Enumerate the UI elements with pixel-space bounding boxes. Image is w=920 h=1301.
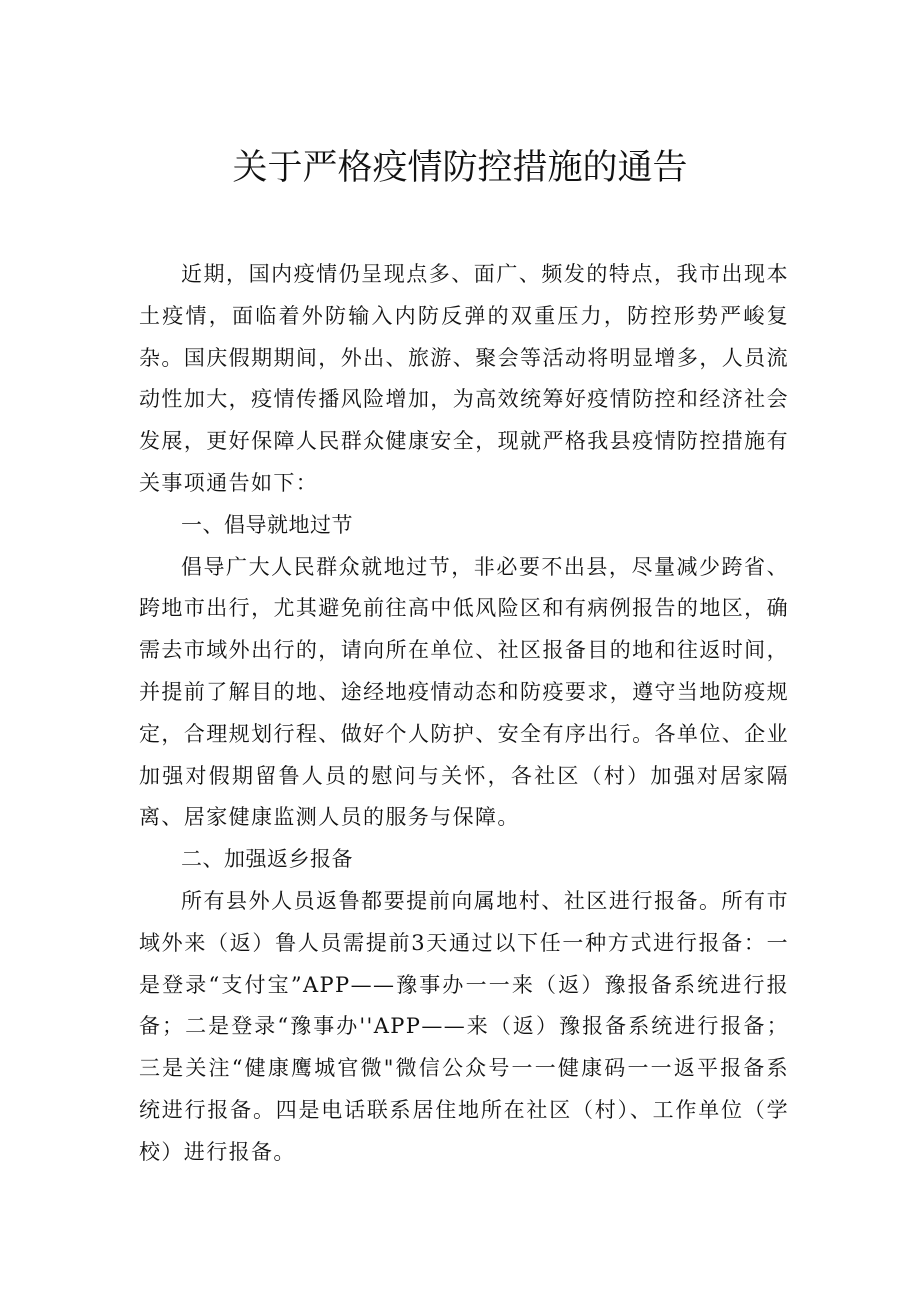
section-heading-2: 二、加强返乡报备 [181, 847, 353, 872]
section-body-2: 所有县外人员返鲁都要提前向属地村、社区进行报备。所有市域外来（返）鲁人员需提前3天通过以下任一种方式进行报备：一是登录“支付宝”APP——豫事办一一来（返）豫报备系统进行报备；二是登录“豫事办''APP——来（返）豫报备系统进行报备；三是关注“健康鹰城官微"微信公众号一一健康码一一返平报备系统进行报备。四是电话联系居住地所在社区（村）、工作单位（学校）进行报备。 [139, 888, 789, 1164]
section-body-1: 倡导广大人民群众就地过节，非必要不出县，尽量减少跨省、跨地市出行，尤其避免前往高中低风险区和有病例报告的地区，确需去市域外出行的，请向所在单位、社区报备目的地和往返时间，并提前了解目的地、途经地疫情动态和防疫要求，遵守当地防疫规定，合理规划行程、做好个人防护、安全有序出行。各单位、企业加强对假期留鲁人员的慰问与关怀，各社区（村）加强对居家隔离、居家健康监测人员的服务与保障。 [139, 554, 789, 830]
section-heading-1: 一、倡导就地过节 [181, 512, 353, 537]
intro-paragraph: 近期，国内疫情仍呈现点多、面广、频发的特点，我市出现本土疫情，面临着外防输入内防反弹的双重压力，防控形势严峻复杂。国庆假期期间，外出、旅游、聚会等活动将明显增多，人员流动性加大，疫情传播风险增加，为高效统筹好疫情防控和经济社会发展，更好保障人民群众健康安全，现就严格我县疫情防控措施有关事项通告如下： [139, 262, 789, 495]
document-body [139, 254, 789, 1174]
document-title: 关于严格疫情防控措施的通告 [232, 148, 688, 188]
